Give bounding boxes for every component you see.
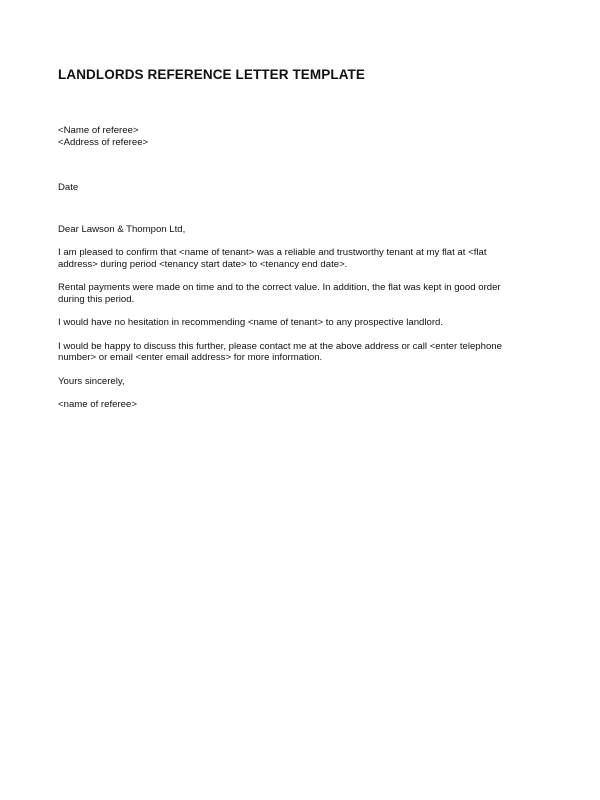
paragraph-line: I would have no hesitation in recommending <name of tenant> to any prospective landlord. xyxy=(58,317,444,328)
paragraph-line: during this period. xyxy=(58,293,135,305)
paragraph-line: address> during period <tenancy start date> to <tenancy end date>. xyxy=(58,258,348,270)
salutation: Dear Lawson & Thompon Ltd, xyxy=(58,223,186,235)
paragraph-line: I would be happy to discuss this further, please contact me at the above address or call <enter telephone xyxy=(58,340,502,352)
date-line: Date xyxy=(58,182,79,193)
referee-address: <Address of referee> xyxy=(58,136,149,148)
paragraph-line: number> or email <enter email address> for more information. xyxy=(58,352,323,363)
paragraph-line: I am pleased to confirm that <name of tenant> was a reliable and trustworthy tenant at my flat at <flat xyxy=(58,247,487,258)
paragraph-confirmation xyxy=(58,247,538,270)
paragraph-payments xyxy=(58,282,538,305)
letter-body xyxy=(58,66,538,411)
document-title: LANDLORDS REFERENCE LETTER TEMPLATE xyxy=(58,67,365,82)
paragraph-recommendation xyxy=(58,317,538,329)
signature: <name of referee> xyxy=(58,399,137,410)
closing: Yours sincerely, xyxy=(58,375,125,387)
referee-name: <Name of referee> xyxy=(58,125,139,136)
paragraph-line: Rental payments were made on time and to the correct value. In addition, the flat was kept in good order xyxy=(58,282,501,293)
paragraph-contact xyxy=(58,341,538,364)
referee-details xyxy=(58,125,538,148)
